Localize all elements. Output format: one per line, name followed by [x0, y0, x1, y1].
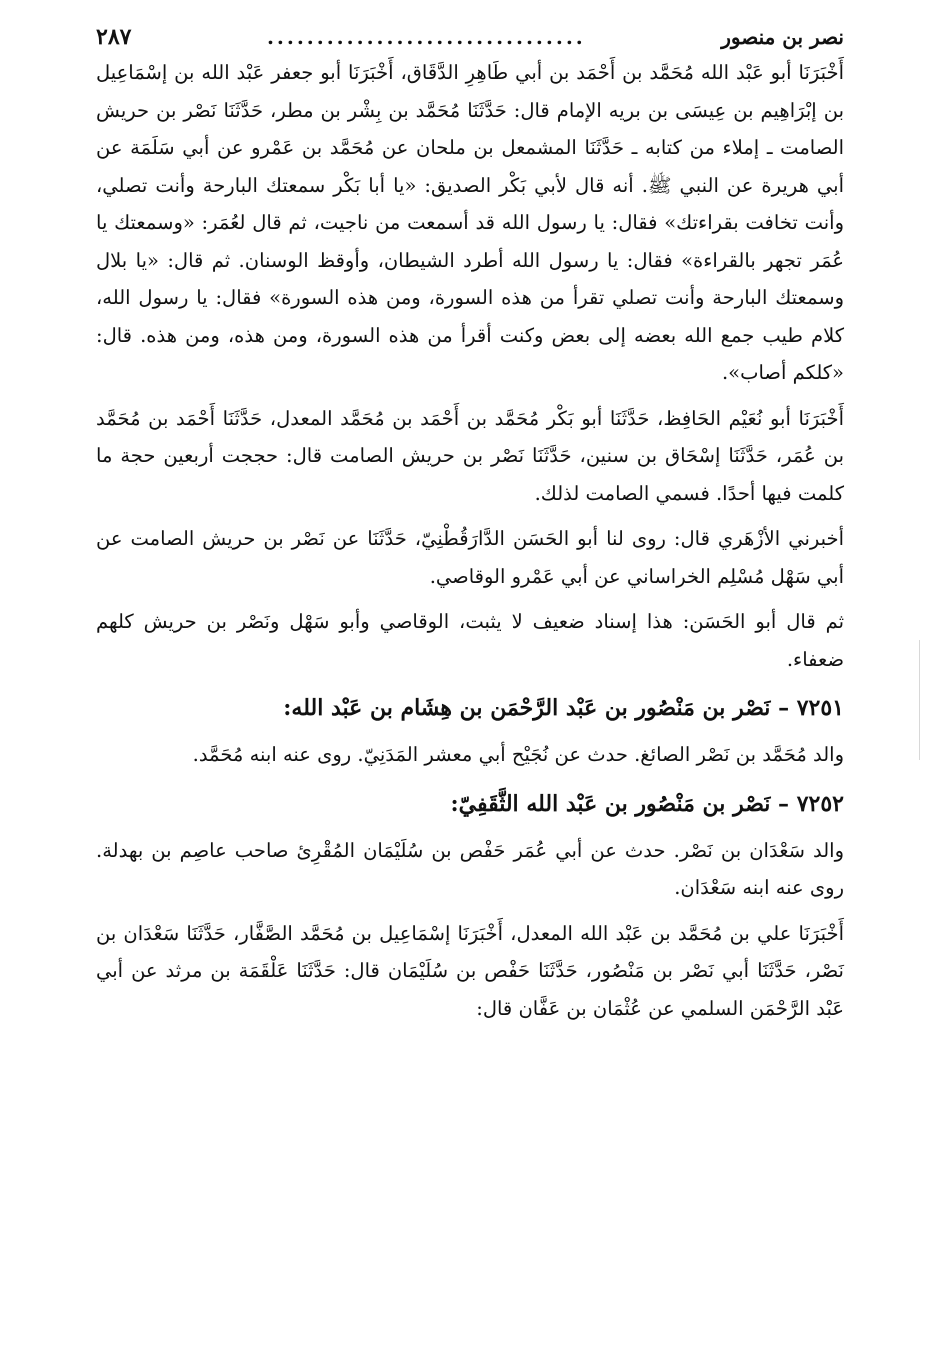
entry-text-7252: والد سَعْدَان بن نَصْر. حدث عن أبي عُمَر حَفْص بن سُلَيْمَان المُقْرِئ صاحب عاصِم بن بهدلة. روى عنه ابنه سَعْدَان. — [96, 838, 844, 899]
paragraph-hadith-4: ثم قال أبو الحَسَن: هذا إسناد ضعيف لا يثبت، الوقاصي وأبو سَهْل ونَصْر بن حريش كلهم ضعفاء. — [96, 610, 844, 671]
entry-heading-7252: ٧٢٥٢ – نَصْر بن مَنْصُور بن عَبْد الله الثَّقَفِيّ: — [450, 790, 844, 817]
paragraph-final: أَخْبَرَنَا علي بن مُحَمَّد بن عَبْد الله المعدل، أَخْبَرَنَا إسْمَاعِيل بن مُحَمَّد الصَّفَّار، حَدَّثَنَا سَعْدَان بن نَصْر، حَدَّثَنَا أبي نَصْر بن مَنْصُور، حَدَّثَنَا حَفْص بن سُلَيْمَان قال: حَدَّثَنَا عَلْقَمَة بن مرثد عن أبي عَبْد الرَّحْمَن السلمي عن عُثْمَان بن عَفَّان قال: — [96, 921, 844, 1020]
paragraph-hadith-1: أَخْبَرَنَا أبو عَبْد الله مُحَمَّد بن أَحْمَد بن أبي طَاهِرِ الدَّقَاق، أَخْبَرَنَا أبو جعفر عَبْد الله بن إسْمَاعِيل بن إبْرَاهِيم بن عِيسَى بن بريه الإمام قال: حَدَّثَنَا مُحَمَّد بن بِشْر بن مطر، حَدَّثَنَا نَصْر بن حريش الصامت ـ إملاء من كتابه ـ حَدَّثَنَا المشمعل بن ملحان عن مُحَمَّد بن عَمْرو عن أبي سَلَمَة عن أبي هريرة عن النبي ﷺ. أنه قال لأبي بَكْر الصديق: «يا أبا بَكْر سمعتك البارحة وأنت تصلي، وأنت تخافت بقراءتك» فقال: يا رسول الله قد أسمعت من ناجيت، ثم قال لعُمَر: «وسمعتك يا عُمَر تجهر بالقراءة» فقال: يا رسول الله أطرد الشيطان، وأوقظ الوسنان. ثم قال: «يا بلال وسمعتك البارحة وأنت تصلي تقرأ من هذه السورة، ومن هذه السورة» فقال: يا رسول الله، كلام طيب جمع الله بعضه إلى بعض وكنت أقرأ من هذه السورة، ومن هذه، ومن هذه. قال: «كلكم أصاب». — [96, 61, 844, 384]
margin-line — [919, 640, 920, 760]
page-number: ٢٨٧ — [96, 24, 132, 50]
book-page — [96, 22, 844, 1035]
running-head — [96, 22, 844, 54]
paragraph-hadith-3: أخبرني الأزْهَري قال: روى لنا أبو الحَسَن الدَّارَقُطْنِيّ، حَدَّثَنَا عن نَصْر بن حريش الصامت عن أبي سَهْل مُسْلِم الخراساني عن أبي عَمْرو الوقاصي. — [96, 527, 844, 588]
paragraph-hadith-2: أَخْبَرَنَا أبو نُعَيْم الحَافِظ، حَدَّثَنَا أبو بَكْر مُحَمَّد بن أَحْمَد بن مُحَمَّد المعدل، حَدَّثَنَا أَحْمَد بن مُحَمَّد بن عُمَر، حَدَّثَنَا إسْحَاق بن سنين، حَدَّثَنَا نَصْر بن حريش الصامت قال: حججت أربعين حجة ما كلمت فيها أحدًا. فسمي الصامت لذلك. — [96, 406, 844, 505]
entry-text-7251: والد مُحَمَّد بن نَصْر الصائغ. حدث عن نُجَيْح أبي معشر المَدَنِيّ. روى عنه ابنه مُحَمَّد. — [192, 743, 844, 766]
entry-heading-7251: ٧٢٥١ – نَصْر بن مَنْصُور بن عَبْد الرَّحْمَن بن هِشَام بن عَبْد الله: — [283, 695, 844, 721]
leader-dots: ................................ — [266, 25, 586, 49]
running-head-title: نصر بن منصور — [721, 25, 844, 49]
